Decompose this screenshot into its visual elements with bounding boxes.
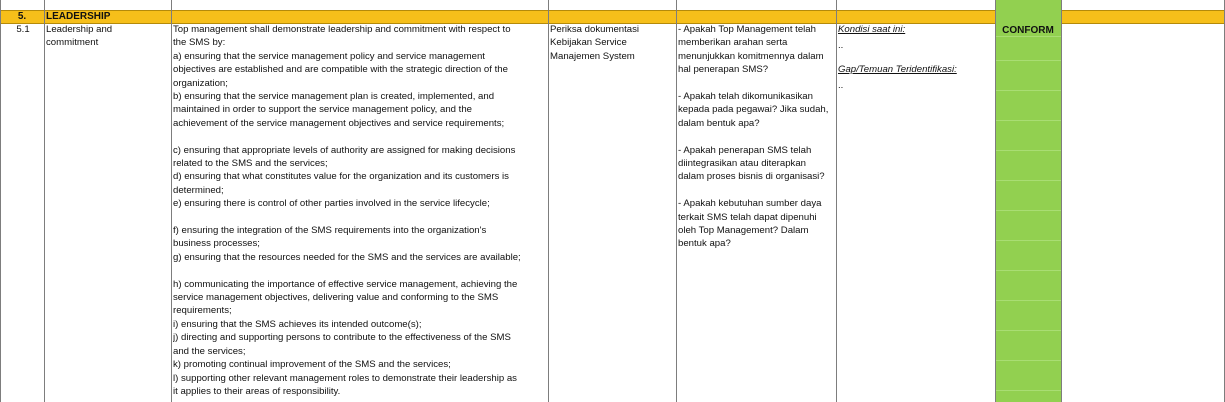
requirement-line: b) ensuring that the service management plan is created, implemented, and bbox=[173, 91, 495, 103]
question-line: - Apakah kebutuhan sumber daya bbox=[678, 198, 822, 210]
question-line: - Apakah telah dikomunikasikan bbox=[678, 91, 813, 103]
status-badge: CONFORM bbox=[1002, 25, 1054, 36]
question-line: hal penerapan SMS? bbox=[678, 64, 769, 76]
question-line: terkait SMS telah dapat dipenuhi bbox=[678, 211, 817, 223]
section-number: 5. bbox=[17, 11, 27, 22]
requirement-line: and the services; bbox=[173, 345, 246, 357]
question-line bbox=[678, 184, 836, 197]
requirement-line: requirements; bbox=[173, 305, 232, 317]
grid-line bbox=[171, 0, 172, 402]
requirement-line: e) ensuring there is control of other parties involved in the service lifecycle; bbox=[173, 198, 490, 210]
requirement-line: achievement of the service management objectives and service requirements; bbox=[173, 117, 505, 129]
requirement-line: l) supporting other relevant management roles to demonstrate their leadership as bbox=[173, 372, 517, 384]
grid-line bbox=[44, 0, 45, 402]
requirement-line: k) promoting continual improvement of the SMS and the services; bbox=[173, 359, 451, 371]
requirement-line: the SMS by: bbox=[173, 37, 226, 49]
question-line: - Apakah penerapan SMS telah bbox=[678, 144, 812, 156]
requirement-line: Top management shall demonstrate leadership and commitment with respect to bbox=[173, 24, 511, 35]
header-status-cell bbox=[995, 10, 1061, 24]
section-title: LEADERSHIP bbox=[46, 11, 111, 22]
question-line: bentuk apa? bbox=[678, 238, 731, 250]
question-line: dalam proses bisnis di organisasi? bbox=[678, 171, 825, 183]
requirement-line bbox=[173, 211, 545, 224]
requirement-line: i) ensuring that the SMS achieves its intended outcome(s); bbox=[173, 318, 422, 330]
audit-questions bbox=[678, 23, 836, 402]
requirement-line: business processes; bbox=[173, 238, 260, 250]
grid-line bbox=[548, 0, 549, 402]
question-line bbox=[678, 77, 836, 90]
evidence-line: Kebijakan Service bbox=[550, 37, 627, 49]
requirement-line: f) ensuring the integration of the SMS requirements into the organization's bbox=[173, 225, 487, 237]
clause-number: 5.1 bbox=[16, 24, 30, 35]
requirement-line: c) ensuring that appropriate levels of authority are assigned for making decisions bbox=[173, 144, 516, 156]
evidence-line: Manajemen System bbox=[550, 50, 635, 62]
question-line: - Apakah Top Management telah bbox=[678, 24, 816, 35]
gap-value: .. bbox=[838, 80, 844, 92]
evidence-check bbox=[550, 23, 674, 402]
grid-line bbox=[0, 0, 1, 402]
question-line bbox=[678, 130, 836, 143]
requirement-line: organization; bbox=[173, 77, 228, 89]
gap-label: Gap/Temuan Teridentifikasi: bbox=[838, 63, 957, 75]
grid-line bbox=[1061, 0, 1062, 402]
grid-line bbox=[836, 0, 837, 402]
requirement-line: it applies to their areas of responsibility. bbox=[173, 385, 341, 397]
requirement-line: h) communicating the importance of effective service management, achieving the bbox=[173, 278, 518, 290]
requirement-line: d) ensuring that what constitutes value for the organization and its customers is bbox=[173, 171, 509, 183]
question-line: menunjukkan komitmennya dalam bbox=[678, 50, 824, 62]
question-line: diintegrasikan atau diterapkan bbox=[678, 158, 807, 170]
requirement-line: a) ensuring that the service management policy and service management bbox=[173, 50, 485, 62]
requirement-line: objectives are established and are compatible with the strategic direction of the bbox=[173, 64, 508, 76]
clause-row bbox=[0, 23, 1225, 402]
question-line: oleh Top Management? Dalam bbox=[678, 225, 809, 237]
question-line: memberikan arahan serta bbox=[678, 37, 788, 49]
question-line: kepada pada pegawai? Jika sudah, bbox=[678, 104, 829, 116]
findings-column bbox=[838, 23, 993, 402]
evidence-line: Periksa dokumentasi bbox=[550, 24, 640, 35]
current-condition-label: Kondisi saat ini: bbox=[838, 24, 906, 35]
requirement-line: maintained in order to support the service management policy, and the bbox=[173, 104, 472, 116]
requirement-line: determined; bbox=[173, 184, 224, 196]
requirement-line: related to the SMS and the services; bbox=[173, 158, 328, 170]
requirement-line: g) ensuring that the resources needed for the SMS and the services are available; bbox=[173, 251, 521, 263]
requirement-text bbox=[173, 23, 545, 402]
requirement-line bbox=[173, 264, 545, 277]
question-line: dalam bentuk apa? bbox=[678, 117, 760, 129]
current-condition-value: .. bbox=[838, 40, 844, 52]
clause-title: Leadership and commitment bbox=[46, 24, 113, 49]
requirement-line bbox=[173, 130, 545, 143]
grid-line bbox=[995, 0, 996, 402]
grid-line bbox=[676, 0, 677, 402]
requirement-line: j) directing and supporting persons to contribute to the effectiveness of the SMS bbox=[173, 332, 511, 344]
requirement-line: service management objectives, delivering value and conforming to the SMS bbox=[173, 292, 499, 304]
